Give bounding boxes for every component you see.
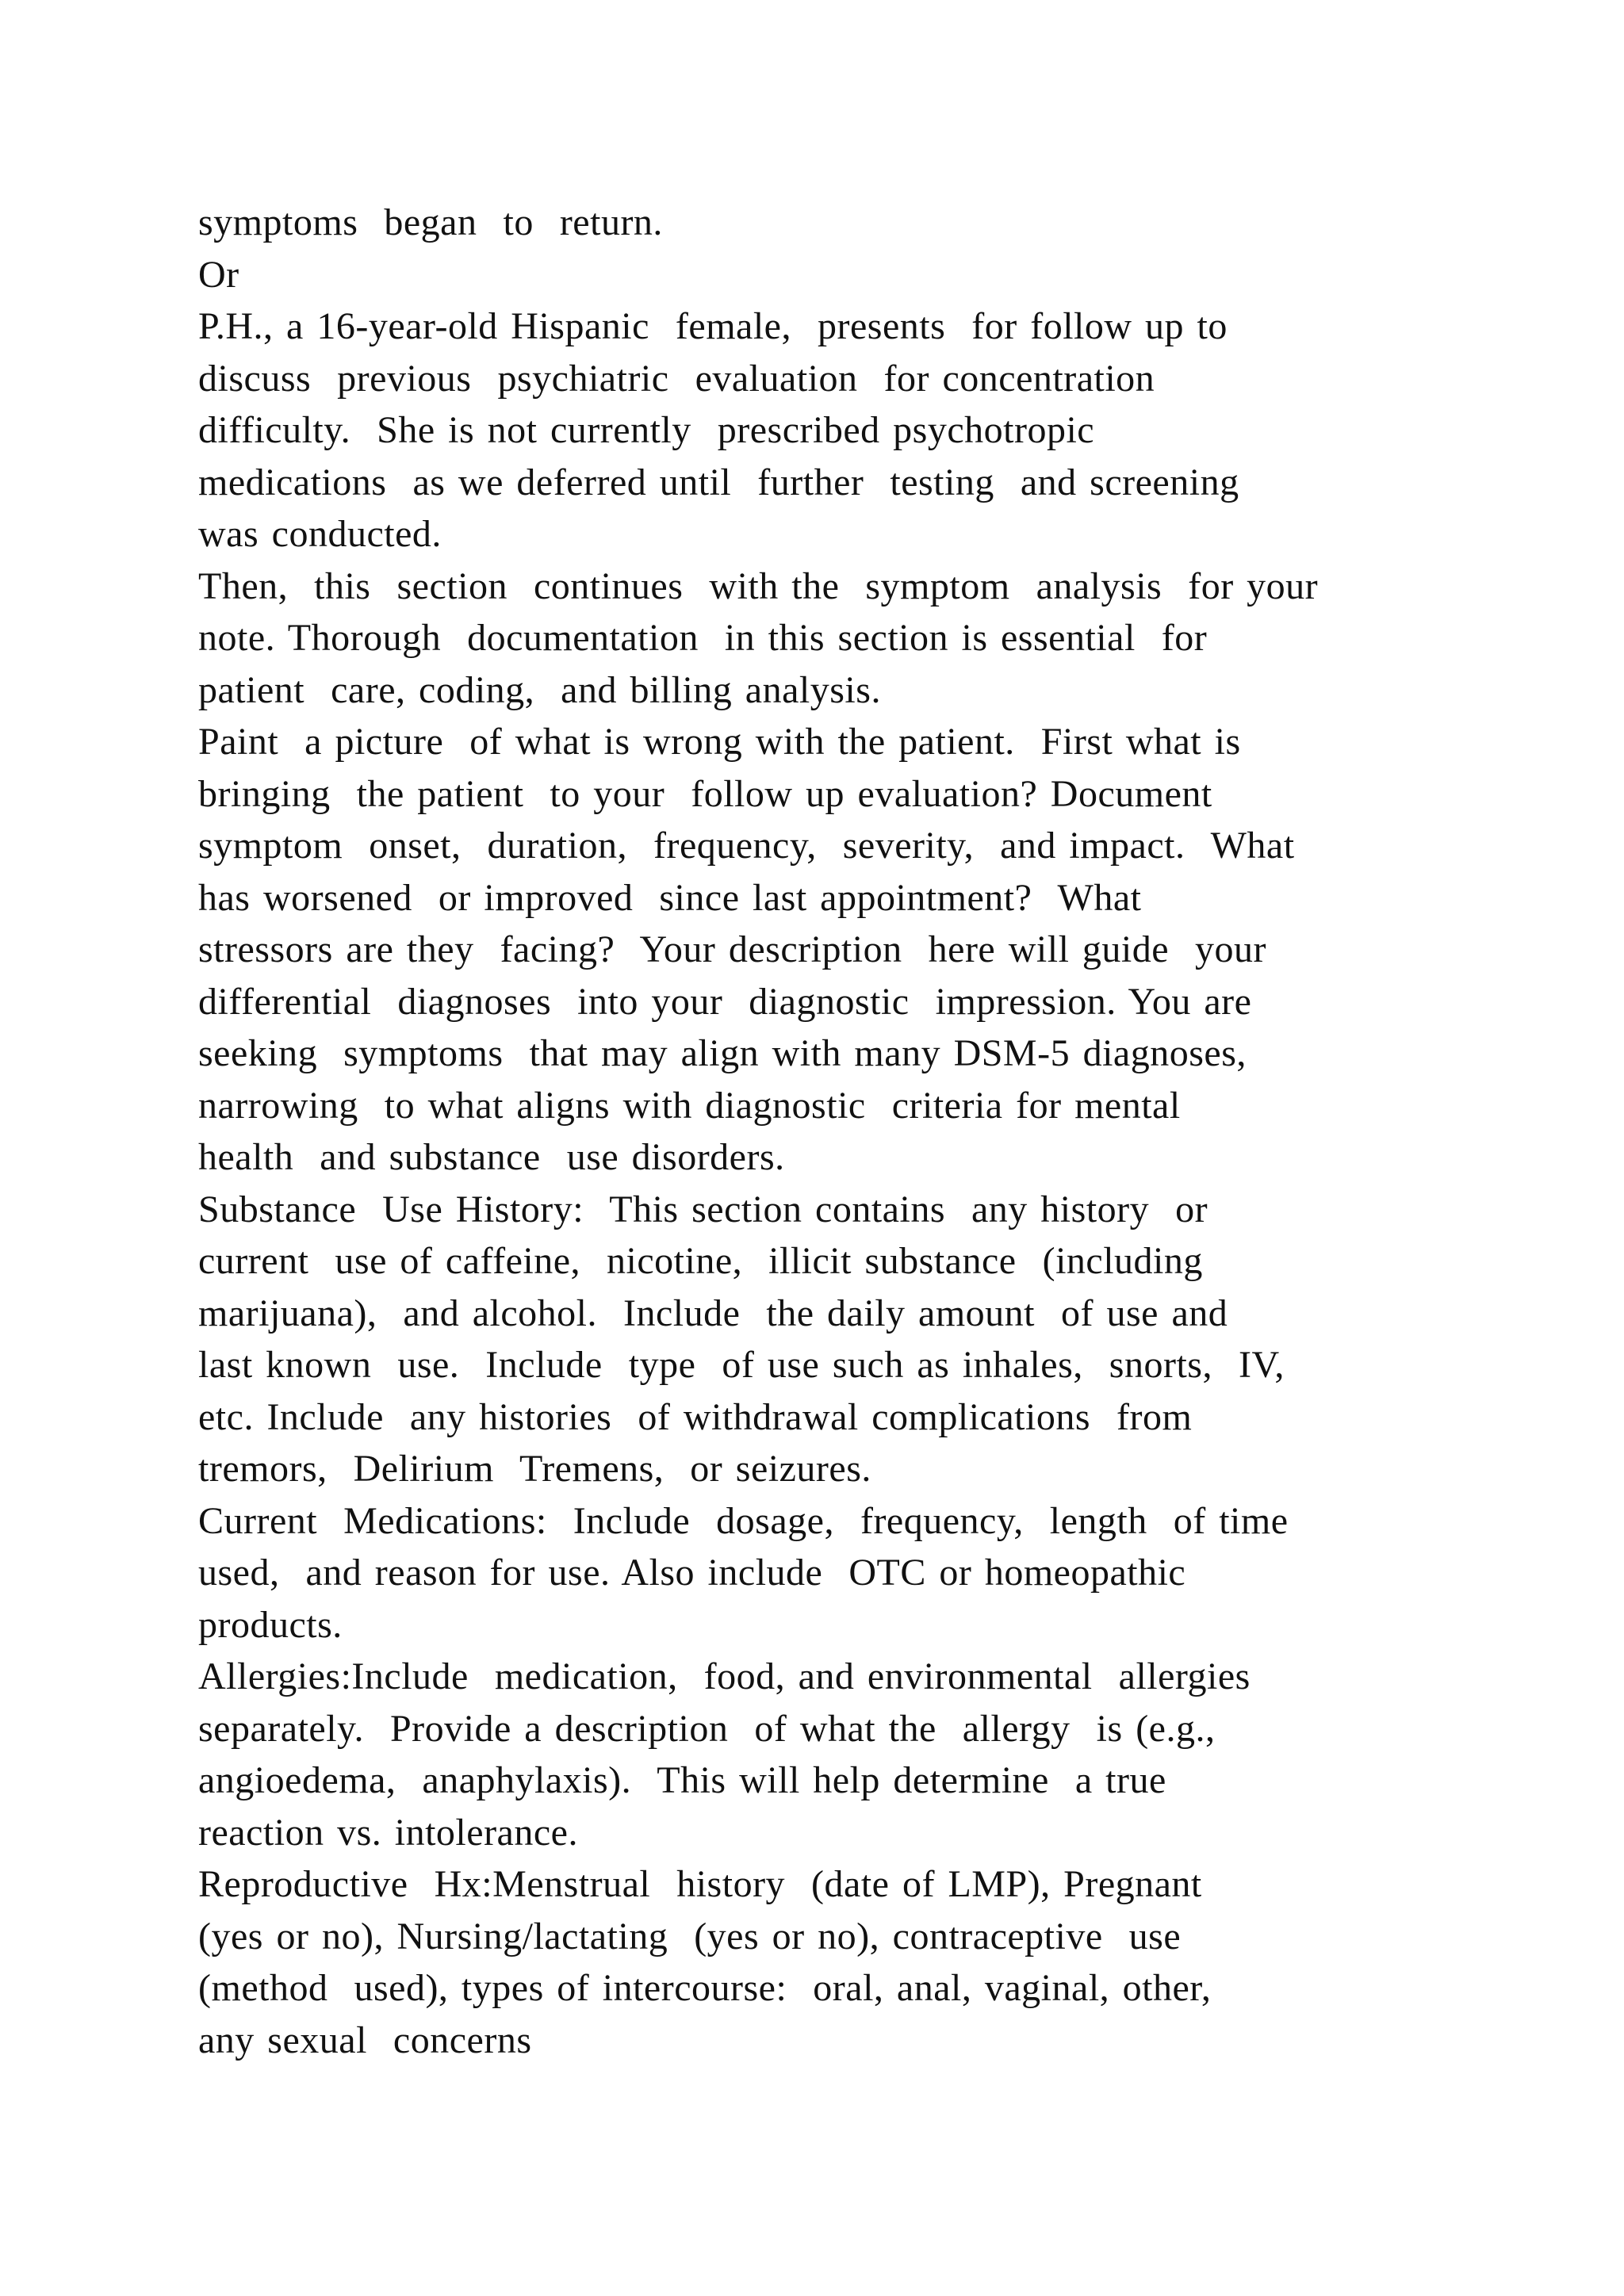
text-line: products. xyxy=(198,1603,343,1646)
text-line: Paint a picture of what is wrong with the patient. First what is xyxy=(198,721,1241,763)
text-line: etc. Include any histories of withdrawal complications from xyxy=(198,1395,1193,1438)
text-line: has worsened or improved since last appointment? What xyxy=(198,876,1142,919)
text-line: tremors, Delirium Tremens, or seizures. xyxy=(198,1448,871,1490)
text-line: Allergies:Include medication, food, and environmental allergies xyxy=(198,1655,1251,1697)
text-line: bringing the patient to your follow up evaluation? Document xyxy=(198,772,1212,815)
text-line: Current Medications: Include dosage, frequency, length of time xyxy=(198,1499,1289,1542)
text-line: (method used), types of intercourse: oral, anal, vaginal, other, xyxy=(198,1967,1212,2009)
document-body-text xyxy=(198,197,1467,2066)
text-line: (yes or no), Nursing/lactating (yes or no), contraceptive use xyxy=(198,1915,1182,1957)
text-line: current use of caffeine, nicotine, illicit substance (including xyxy=(198,1240,1203,1282)
text-line: any sexual concerns xyxy=(198,2019,532,2061)
text-line: Or xyxy=(198,253,239,296)
text-line: separately. Provide a description of what the allergy is (e.g., xyxy=(198,1707,1216,1750)
text-line: reaction vs. intolerance. xyxy=(198,1811,578,1854)
text-line: differential diagnoses into your diagnostic impression. You are xyxy=(198,980,1252,1023)
text-line: narrowing to what aligns with diagnostic criteria for mental xyxy=(198,1084,1181,1127)
text-line: stressors are they facing? Your description here will guide your xyxy=(198,928,1267,970)
text-line: discuss previous psychiatric evaluation for concentration xyxy=(198,357,1155,400)
text-line: seeking symptoms that may align with many DSM-5 diagnoses, xyxy=(198,1032,1247,1074)
text-line: used, and reason for use. Also include OTC or homeopathic xyxy=(198,1552,1186,1594)
text-line: symptoms began to return. xyxy=(198,201,663,243)
text-line: was conducted. xyxy=(198,513,442,555)
text-line: medications as we deferred until further testing and screening xyxy=(198,461,1239,503)
text-line: Reproductive Hx:Menstrual history (date of LMP), Pregnant xyxy=(198,1863,1202,1905)
text-line: marijuana), and alcohol. Include the daily amount of use and xyxy=(198,1292,1228,1334)
text-line: symptom onset, duration, frequency, severity, and impact. What xyxy=(198,825,1295,867)
text-line: Substance Use History: This section contains any history or xyxy=(198,1188,1208,1230)
text-line: patient care, coding, and billing analysis. xyxy=(198,668,881,711)
text-line: Then, this section continues with the symptom analysis for your xyxy=(198,564,1319,607)
text-line: difficulty. She is not currently prescribed psychotropic xyxy=(198,409,1095,451)
text-line: note. Thorough documentation in this section is essential for xyxy=(198,617,1208,659)
text-line: P.H., a 16-year-old Hispanic female, presents for follow up to xyxy=(198,305,1228,347)
text-line: last known use. Include type of use such as inhales, snorts, IV, xyxy=(198,1344,1285,1386)
text-line: angioedema, anaphylaxis). This will help determine a true xyxy=(198,1759,1166,1801)
text-line: health and substance use disorders. xyxy=(198,1136,785,1178)
